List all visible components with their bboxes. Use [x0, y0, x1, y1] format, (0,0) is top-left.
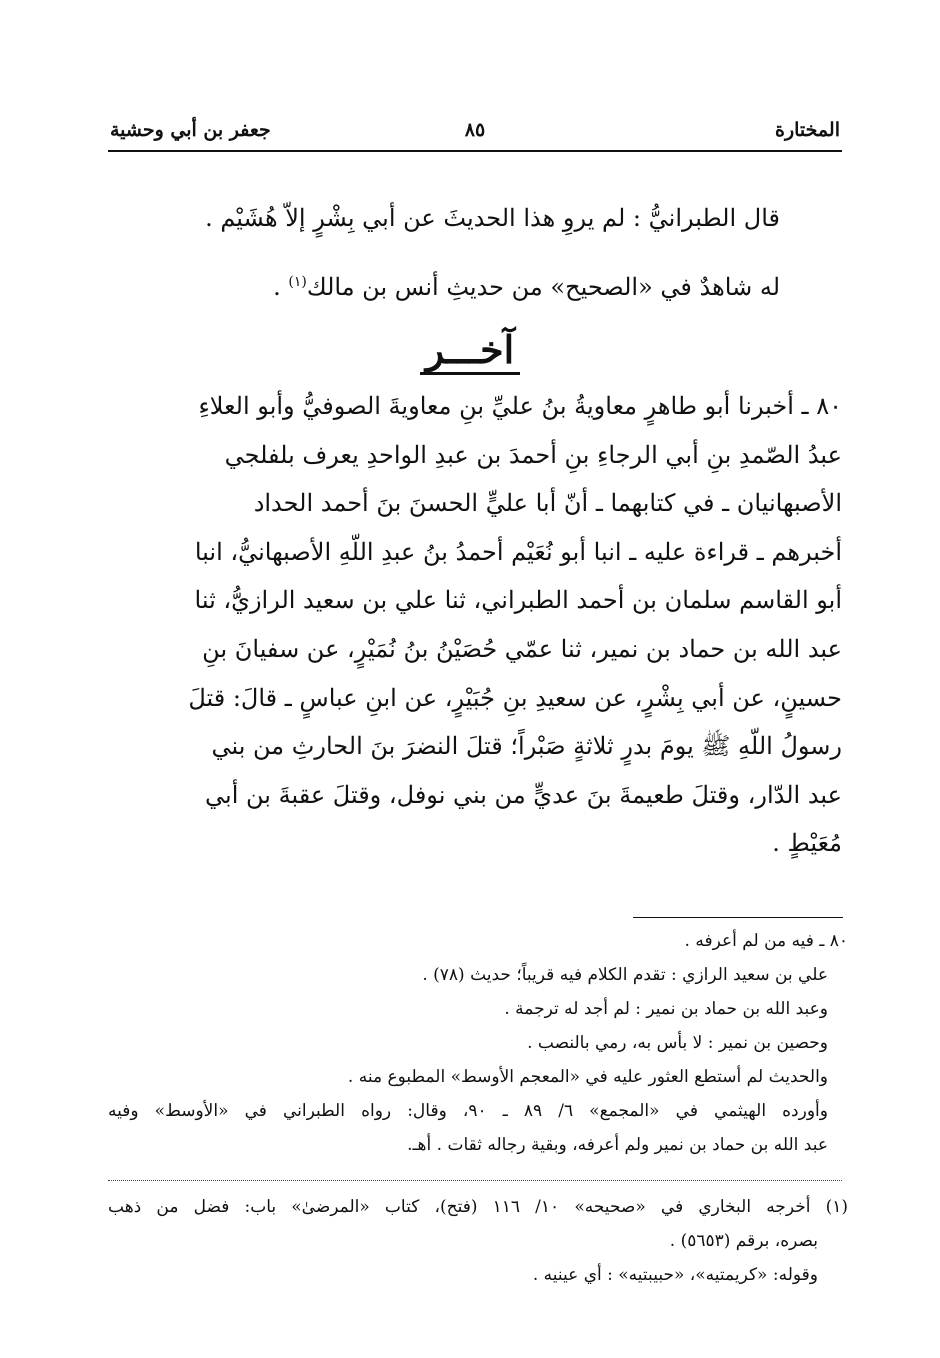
header-chapter-title: جعفر بن أبي وحشية [110, 119, 271, 141]
header-book-title: المختارة [775, 119, 840, 141]
note-line: ٨٠ ـ فيه من لم أعرفه . [684, 931, 848, 951]
header-rule [108, 150, 842, 152]
hadith-line: عبد الدّار، وقتلَ طعيمةَ بنَ عديٍّ من بني نوفل، وقتلَ عقبةَ بن أبي [205, 780, 842, 809]
note-line: وحصين بن نمير : لا بأس به، رمي بالنصب . [527, 1033, 828, 1053]
note-line: وأورده الهيثمي في «المجمع» ٦/ ٨٩ ـ ٩٠، وقال: رواه الطبراني في «الأوسط» وفيه [108, 1101, 828, 1121]
intro-line-2-text: له شاهدٌ في «الصحيح» من حديثِ أنس بن مالك [306, 273, 780, 301]
footnote-line: بصره، برقم (٥٦٥٣) . [669, 1231, 818, 1251]
footnote-line: وقوله: «كريمتيه»، «حبيبتيه» : أي عينيه . [532, 1265, 818, 1285]
note-line: عبد الله بن حماد بن نمير ولم أعرفه، وبقية رجاله ثقات . أهـ. [407, 1135, 828, 1155]
hadith-paragraph [108, 382, 842, 868]
running-header [110, 115, 840, 145]
hadith-line: أبو القاسم سلمان بن أحمد الطبراني، ثنا علي بن سعيد الرازيُّ، ثنا [194, 586, 842, 615]
section-heading-text: آخـــر [420, 328, 520, 375]
notes-separator [633, 917, 843, 918]
intro-line-2 [198, 250, 780, 319]
intro-line-1: قال الطبرانيُّ : لم يروِ هذا الحديثَ عن أبي بِشْرٍ إلاّ هُشَيْم . [205, 204, 780, 232]
hadith-line: أخبرهم ـ قراءة عليه ـ انبا أبو نُعَيْم أحمدُ بنُ عبدِ اللّهِ الأصبهانيُّ، انبا [194, 537, 842, 566]
hadith-line: حسينٍ، عن أبي بِشْرٍ، عن سعيدِ بنِ جُبَيْرٍ، عن ابنِ عباسٍ ـ قالَ: قتلَ [188, 683, 842, 712]
hadith-line: ٨٠ ـ أخبرنا أبو طاهرٍ معاويةُ بنُ عليِّ بنِ معاويةَ الصوفيُّ وأبو العلاءِ [198, 392, 842, 420]
hadith-line: عبد الله بن حماد بن نمير، ثنا عمّي حُصَيْنُ بنُ نُمَيْرٍ، عن سفيانَ بنِ [202, 634, 842, 663]
footnote-reference: (١) [288, 274, 307, 290]
hadith-line: مُعَيْطٍ . [772, 829, 842, 858]
footnotes-separator [108, 1180, 842, 1181]
intro-line-2-end: . [273, 273, 289, 301]
hadith-line: رسولُ اللّهِ ﷺ يومَ بدرٍ ثلاثةٍ صَبْراً؛ قتلَ النضرَ بنَ الحارثِ من بني [211, 732, 842, 761]
note-line: وعبد الله بن حماد بن نمير : لم أجد له ترجمة . [504, 999, 828, 1019]
hadith-line: عبدُ الصّمدِ بنِ أبي الرجاءِ بنِ أحمدَ بن عبدِ الواحدِ يعرف بلفلجي [224, 440, 842, 469]
footnotes [108, 1190, 848, 1292]
page-number: ٨٥ [464, 119, 486, 141]
section-heading [0, 325, 940, 375]
hadith-line: الأصبهانيان ـ في كتابهما ـ أنّ أبا عليٍّ الحسنَ بنَ أحمد الحداد [253, 489, 842, 518]
footnote-line: (١) أخرجه البخاري في «صحيحه» ١٠/ ١١٦ (فتح)، كتاب «المرضىٰ» باب: فضل من ذهب [108, 1197, 848, 1217]
note-line: علي بن سعيد الرازي : تقدم الكلام فيه قريباً؛ حديث (٧٨) . [422, 965, 828, 985]
note-line: والحديث لم أستطع العثور عليه في «المعجم الأوسط» المطبوع منه . [347, 1067, 828, 1087]
editor-notes [108, 924, 848, 1162]
intro-paragraph [108, 186, 842, 319]
